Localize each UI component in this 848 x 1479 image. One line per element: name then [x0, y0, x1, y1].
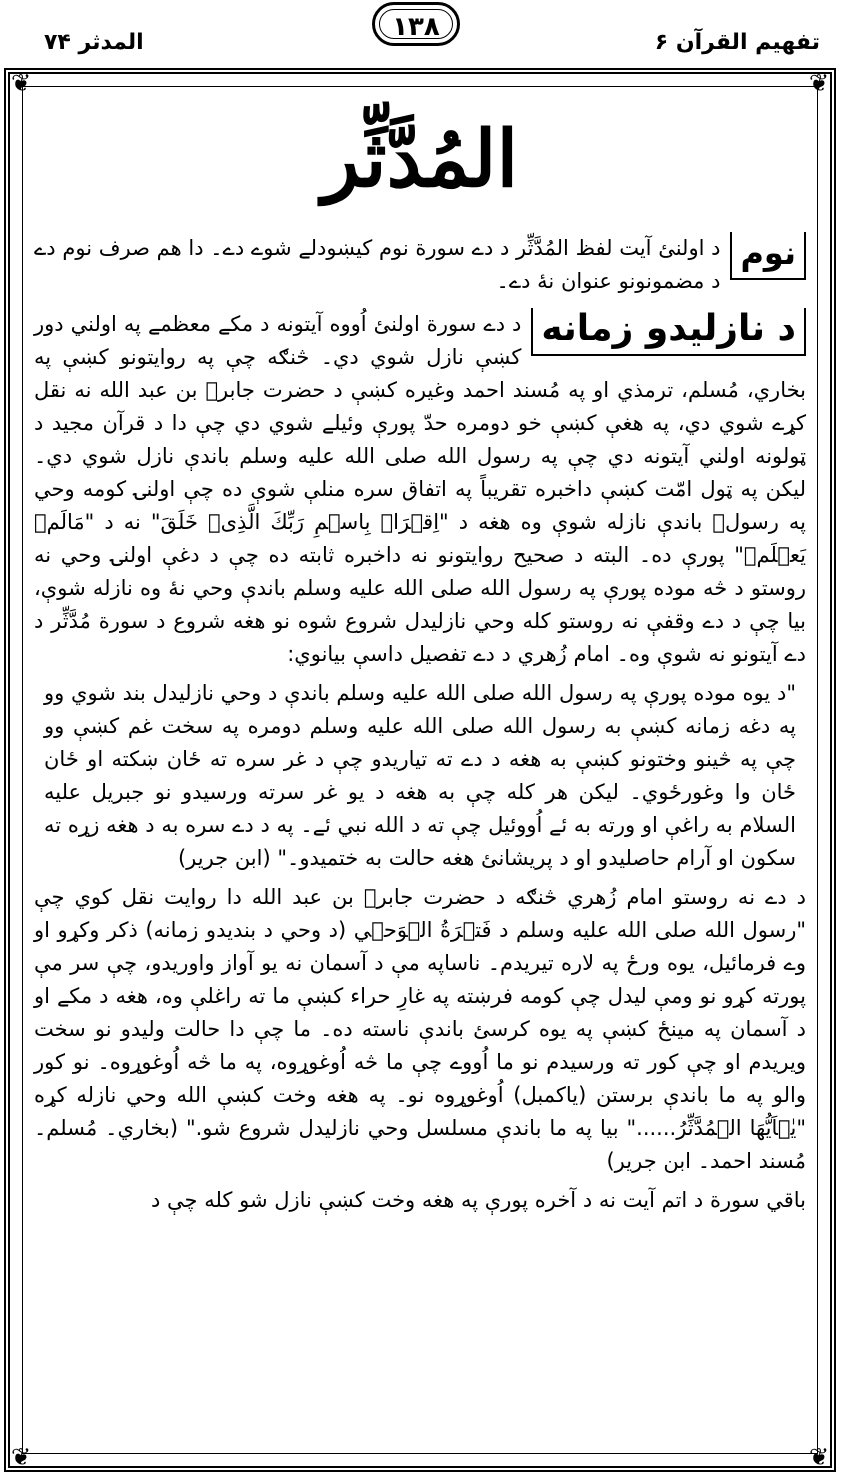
paragraph: باقي سورة د اتم آيت نه د آخره پورې په هغه وخت کښې نازل شو کله چې د: [151, 1188, 806, 1212]
page-content: [34, 104, 806, 1446]
surah-title: المُدَّثِّر: [321, 114, 519, 205]
running-title-right: تفهيم القرآن ۶: [654, 30, 820, 55]
section-heading-revelation-period: د نازليدو زمانه: [531, 308, 806, 356]
section-revelation-period: [34, 308, 806, 1217]
quotation-paragraph: "د يوه موده پورې په رسول الله صلی الله عليه وسلم باندې د وحي نازليدل بند شوي وو په دغه زمانه کښې به رسول الله صلی الله عليه وسلم دومره په سخت غم کښې وو چې په څينو وختونو کښې به هغه د دے ته تياريدو چې د غر سره ته ځان ښکته او ځان ځان وا وغورځوي۔ ليکن هر کله چې به هغه د يو غر سرته ورسيدو نو جبريل عليه السلام به راغې او ورته به ئے اُووئيل چې ته د الله نبي ئے۔ په د دے سره به د هغه زړه ته سکون او آرام حاصليدو او د پريشانئ هغه حالت به ختميدو۔" (ابن جرير): [44, 681, 796, 870]
corner-ornament-icon: ❦: [808, 1443, 830, 1471]
page-border-frame: [4, 68, 836, 1472]
page-number-badge: ۱۳۸: [372, 2, 460, 46]
page-header: [0, 0, 848, 66]
corner-ornament-icon: ❦: [10, 1443, 32, 1471]
paragraph: د اولنئ آيت لفظ المُدَّثِّر د دے سورة نوم کيښودلے شوے دے۔ دا هم صرف نوم دے د مضمونونو عنوان نۀ دے۔: [34, 236, 721, 293]
paragraph: د دے سورة اولنئ اُووه آيتونه د مکے معظمے په اولني دور کښې نازل شوي دي۔ څنګه چې په روايتونو کښې په بخاري، مُسلم، ترمذي او په مُسند احمد وغيره کښې د حضرت جابرؓ بن عبد الله نه نقل کړے شوي دي، په هغې کښې خو دومره حدّ پورې وئيلے شوي دي چې دا د قرآن مجيد د ټولونه اولني آيتونه دي چې په رسول الله صلی الله عليه وسلم باندې نازل شوي دي۔ ليکن په ټول امّت کښې داخبره تقريباً په اتفاق سره منلې شوې ده چې اولنۍ کومه وحي په رسولؐ باندې نازله شوې وه هغه د "اِقۡرَاۡ بِاسۡمِ رَبِّكَ الَّذِىۡ خَلَقَ" نه د "مَالَمۡ يَعۡلَمۡ" پورې ده۔ البته د صحيح روايتونو نه داخبره ثابته ده چې د دغې اولنۍ وحي نه روستو د څه موده پورې په رسول الله صلی الله عليه وسلم باندې وحي نۀ وه نازله شوې، بيا چې د دے وقفې نه روستو کله وحي نازليدل شروع شوه نو هغه شروع د سورة مُدَّثِّر د دے آيتونو نه شوې وه۔ امام زُهري د دے تفصيل داسې بيانوي:: [34, 312, 806, 666]
corner-ornament-icon: ❦: [10, 69, 32, 97]
section-name: [34, 232, 806, 298]
paragraph: د دے نه روستو امام زُهري څنګه د حضرت جابرؓ بن عبد الله دا روايت نقل کوي چې "رسول الله صلی الله عليه وسلم د فَتۡرَةُ الۡوَحۡي (د وحي د بنديدو زمانه) ذکر وکړو او وے فرمائيل، يوه ورځ په لاره تيريدم۔ ناساپه مې د آسمان نه يو آواز واوريدو، چې سر مې پورته کړو نو ومې ليدل چې کومه فرښته په غارِ حراء کښې ما ته راغلې وه، هغه د مکے او د آسمان په مينځ کښې په يوه کرسئ باندې ناسته ده۔ ما چې دا حالت وليدو نو سخت ويريدم او چې کور ته ورسيدم نو ما اُووے چې ما څه اُوغوړوه، په ما څه اُوغوړوه۔ نو کور والو په ما باندې برستن (ياکمبل) اُوغوړوه نو۔ په هغه وخت کښې الله وحي نازله کړه "يٰۤاَيُّهَا الۡمُدَّثِّرُ......" بيا په ما باندې مسلسل وحي نازليدل شروع شو." (بخاري۔ مُسلم۔ مُسند احمد۔ ابن جرير): [34, 885, 806, 1173]
section-heading-name: نوم: [730, 232, 806, 280]
corner-ornament-icon: ❦: [808, 69, 830, 97]
running-title-left: المدثر ۷۴: [44, 30, 144, 55]
